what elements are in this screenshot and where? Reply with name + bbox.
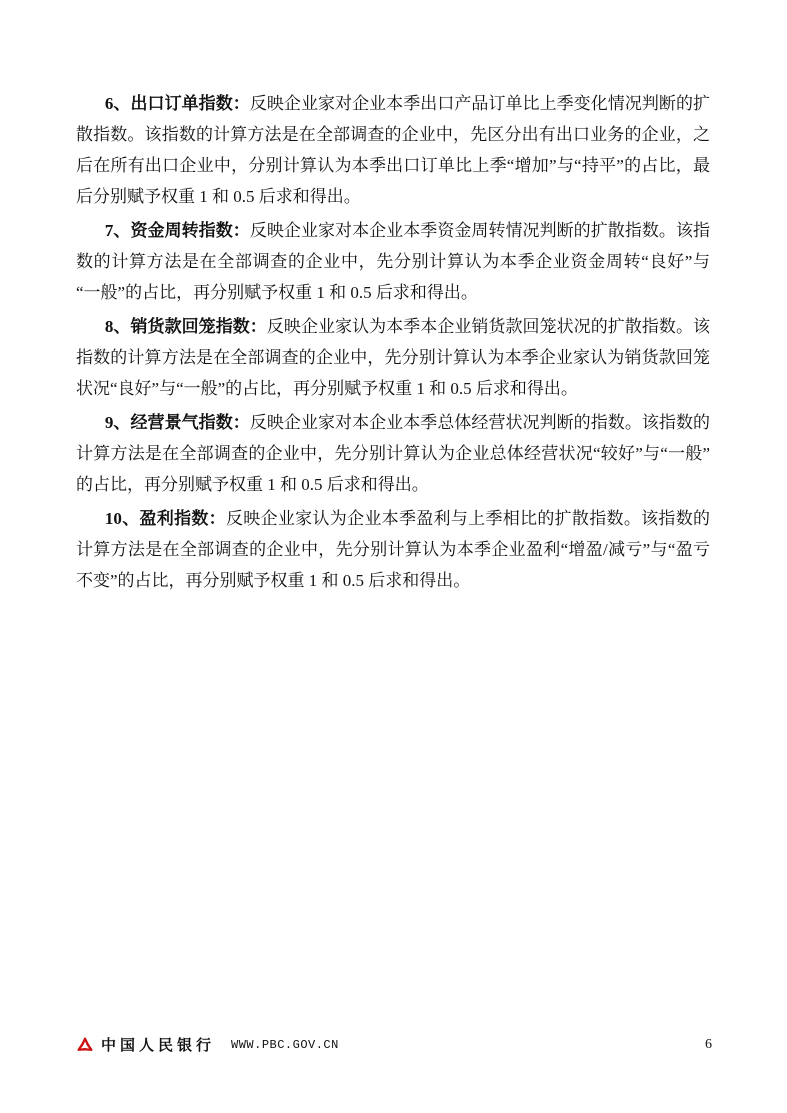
page-footer (76, 1034, 712, 1055)
bank-name: 中国人民银行 (101, 1038, 216, 1054)
term-label: 10、盈利指数： (104, 509, 226, 528)
pbc-logo-icon (76, 1036, 94, 1054)
term-label: 6、出口订单指数： (104, 94, 250, 113)
term-definition: 反映企业家认为企业本季盈利与上季相比的扩散指数。该指数的计算方法是在全部调查的企业中，先分别计算认为本季企业盈利“增盈/减亏”与“盈亏不变”的占比，再分别赋予权重 1 和 0.5 后求和得出。 (76, 509, 711, 590)
page-number: 6 (705, 1036, 712, 1052)
term-definition: 反映企业家对本企业本季总体经营状况判断的指数。该指数的计算方法是在全部调查的企业中，先分别计算认为企业总体经营状况“较好”与“一般”的占比，再分别赋予权重 1 和 0.5 后求和得出。 (76, 413, 711, 494)
definitions-section (76, 88, 710, 599)
definition-paragraph-export-orders (76, 88, 710, 212)
bank-website: WWW.PBC.GOV.CN (231, 1037, 339, 1052)
term-definition: 反映企业家对本企业本季资金周转情况判断的扩散指数。该指数的计算方法是在全部调查的企业中，先分别计算认为本季企业资金周转“良好”与“一般”的占比，再分别赋予权重 1 和 0.5 后求和得出。 (76, 221, 711, 302)
term-label: 9、经营景气指数： (104, 413, 250, 432)
term-definition: 反映企业家认为本季本企业销货款回笼状况的扩散指数。该指数的计算方法是在全部调查的企业中，先分别计算认为本季企业家认为销货款回笼状况“良好”与“一般”的占比，再分别赋予权重 1 和 0.5 后求和得出。 (76, 317, 711, 398)
definition-paragraph-business-climate (76, 407, 710, 500)
definition-paragraph-sales-collection (76, 311, 710, 404)
term-definition: 反映企业家对企业本季出口产品订单比上季变化情况判断的扩散指数。该指数的计算方法是在全部调查的企业中，先区分出有出口业务的企业，之后在所有出口企业中，分别计算认为本季出口订单比上季“增加”与“持平”的占比，最后分别赋予权重 1 和 0.5 后求和得出。 (76, 94, 711, 206)
definition-paragraph-profit (76, 503, 710, 596)
definition-paragraph-capital-turnover (76, 215, 710, 308)
term-label: 8、销货款回笼指数： (104, 317, 267, 336)
term-label: 7、资金周转指数： (104, 221, 250, 240)
